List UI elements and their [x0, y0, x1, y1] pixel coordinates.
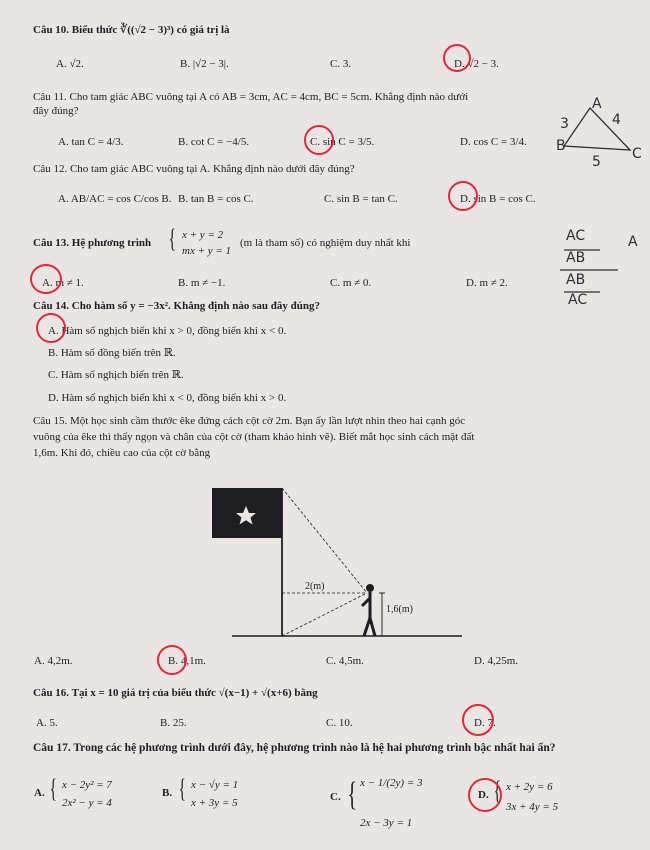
q15-option-a[interactable]: A. 4,2m.	[34, 655, 73, 667]
note-ratio2-bottom: AC	[568, 292, 588, 308]
figure-distance-label: 2(m)	[305, 581, 325, 592]
q13-eq1: x + y = 2	[182, 229, 224, 241]
triangle-side-5: 5	[592, 154, 601, 170]
q14-option-b[interactable]: B. Hàm số đồng biến trên ℝ.	[48, 347, 176, 359]
q17-a-eq1: x − 2y² = 7	[62, 779, 112, 791]
q14-option-c[interactable]: C. Hàm số nghịch biến trên ℝ.	[48, 369, 184, 381]
q16-option-a[interactable]: A. 5.	[36, 717, 58, 729]
q17-option-b-label[interactable]: B.	[162, 787, 173, 799]
q14-option-a[interactable]: A. Hàm số nghịch biến khi x > 0, đồng biến khi x < 0.	[48, 325, 287, 337]
q10-option-d[interactable]: D. √2 − 3.	[454, 58, 499, 70]
q13-stem-pre: Câu 13. Hệ phương trình	[33, 237, 152, 249]
q11-option-b[interactable]: B. cot C = −4/5.	[178, 136, 250, 148]
q16-answer-mark	[462, 704, 494, 736]
q17-option-a-label[interactable]: A.	[34, 787, 45, 799]
q11-option-d[interactable]: D. cos C = 3/4.	[460, 136, 527, 148]
q15-stem-line1: Câu 15. Một học sinh cầm thước êke đứng cách cột cờ 2m. Bạn ấy lần lượt nhìn theo hai cạnh góc	[33, 415, 466, 427]
q12-stem: Câu 12. Cho tam giác ABC vuông tại A. Khẳng định nào dưới đây đúng?	[33, 163, 355, 175]
note-ratio2-top: AB	[566, 272, 586, 288]
q15-answer-mark	[157, 645, 187, 675]
q17-c-eq2: 2x − 3y = 1	[360, 817, 413, 829]
note-ratio1-bottom: AB	[566, 250, 586, 266]
q11-stem-line2: đây đúng?	[33, 105, 79, 117]
figure-height-label: 1,6(m)	[386, 604, 413, 615]
q16-option-c[interactable]: C. 10.	[326, 717, 353, 729]
q13-stem-post: (m là tham số) có nghiệm duy nhất khi	[240, 237, 411, 249]
q13-answer-mark	[30, 264, 62, 294]
q10-answer-mark	[443, 44, 471, 72]
q17-b-eq2: x + 3y = 5	[191, 797, 238, 809]
q11-option-c[interactable]: C. sin C = 3/5.	[310, 136, 375, 148]
triangle-side-4: 4	[612, 112, 621, 128]
q14-answer-mark	[36, 313, 66, 343]
q15-stem-line3: 1,6m. Khi đó, chiều cao của cột cờ bằng	[33, 447, 211, 459]
q11-option-a[interactable]: A. tan C = 4/3.	[58, 136, 124, 148]
q17-a-eq2: 2x² − y = 4	[62, 797, 112, 809]
q11-stem-line1: Câu 11. Cho tam giác ABC vuông tại A có AB = 3cm, AC = 4cm, BC = 5cm. Khẳng định nào dưới	[33, 91, 469, 103]
q17-option-d-label[interactable]: D.	[478, 789, 489, 801]
q17-d-eq2: 3x + 4y = 5	[506, 801, 559, 813]
q17-d-brace: {	[493, 776, 501, 805]
q16-option-b[interactable]: B. 25.	[160, 717, 187, 729]
q17-d-eq1: x + 2y = 6	[506, 781, 553, 793]
q14-option-d[interactable]: D. Hàm số nghịch biến khi x < 0, đồng biến khi x > 0.	[48, 392, 287, 404]
q17-c-eq1: x − 1/(2y) = 3	[360, 777, 423, 789]
q17-stem: Câu 17. Trong các hệ phương trình dưới đây, hệ phương trình nào là hệ hai phương trình bậc nhất hai ẩn?	[33, 742, 556, 754]
triangle-side-3: 3	[560, 116, 569, 132]
q15-option-d[interactable]: D. 4,25m.	[474, 655, 518, 667]
triangle-label-c: C	[632, 146, 642, 162]
q15-option-c[interactable]: C. 4,5m.	[326, 655, 364, 667]
q12-option-a[interactable]: A. AB/AC = cos C/cos B.	[58, 193, 172, 205]
q17-b-eq1: x − √y = 1	[191, 779, 239, 791]
flagpole-figure	[232, 478, 472, 638]
q12-answer-mark	[448, 181, 478, 211]
q17-c-brace: {	[347, 776, 358, 813]
note-ratio1-side: A	[628, 234, 638, 250]
q10-option-c[interactable]: C. 3.	[330, 58, 352, 70]
q16-option-d[interactable]: D. 7.	[474, 717, 496, 729]
triangle-label-a: A	[592, 96, 602, 112]
q17-answer-mark	[468, 778, 502, 812]
q17-option-c-label[interactable]: C.	[330, 791, 341, 803]
triangle-label-b: B	[556, 138, 566, 154]
q13-option-c[interactable]: C. m ≠ 0.	[330, 277, 372, 289]
q14-stem: Câu 14. Cho hàm số y = −3x². Khẳng định nào sau đây đúng?	[33, 300, 320, 312]
q13-option-a[interactable]: A. m ≠ 1.	[42, 277, 84, 289]
q10-option-b[interactable]: B. |√2 − 3|.	[180, 58, 229, 70]
q12-option-c[interactable]: C. sin B = tan C.	[324, 193, 398, 205]
q17-a-brace: {	[49, 774, 57, 803]
q13-option-b[interactable]: B. m ≠ −1.	[178, 277, 226, 289]
q11-answer-mark	[304, 125, 334, 155]
note-ratio1-top: AC	[566, 228, 586, 244]
q13-system-brace: {	[168, 224, 176, 253]
q13-eq2: mx + y = 1	[182, 245, 232, 257]
q12-option-b[interactable]: B. tan B = cos C.	[178, 193, 254, 205]
q15-option-b[interactable]: B. 4,1m.	[168, 655, 206, 667]
q13-option-d[interactable]: D. m ≠ 2.	[466, 277, 508, 289]
q17-b-brace: {	[178, 774, 186, 803]
q15-stem-line2: vuông của êke thì thấy ngọn và chân của cột cờ (tham khảo hình vẽ). Biết mắt học sinh cách mặt đất	[33, 431, 475, 443]
q10-stem: Câu 10. Biểu thức ∛((√2 − 3)³) có giá trị là	[33, 24, 230, 36]
q10-option-a[interactable]: A. √2.	[56, 58, 84, 70]
q16-stem: Câu 16. Tại x = 10 giá trị của biểu thức √(x−1) + √(x+6) bằng	[33, 687, 318, 699]
q12-option-d[interactable]: D. sin B = cos C.	[460, 193, 536, 205]
